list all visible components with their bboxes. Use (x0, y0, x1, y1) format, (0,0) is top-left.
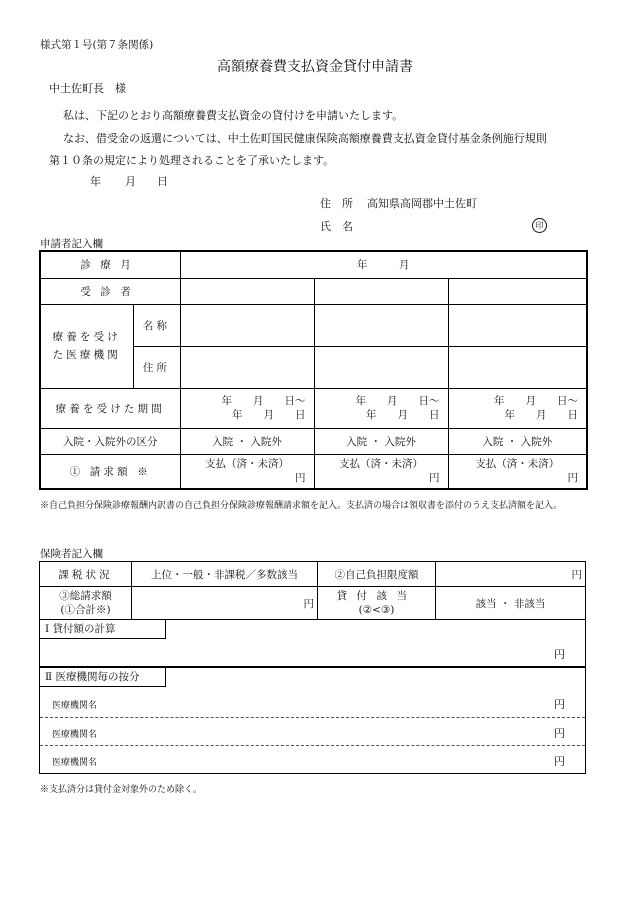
date-day: 日 (157, 175, 168, 188)
address-label: 住 所 (320, 197, 353, 210)
loan-applicable-label-line-1: 貸付該当 (336, 590, 417, 602)
claim-cell-1[interactable] (180, 454, 314, 489)
period-end: 年 月 日 (504, 409, 579, 421)
total-claim-yen[interactable]: 円 (132, 587, 318, 620)
institution-address-cell-2[interactable] (314, 346, 448, 388)
loan-applicable-label-line-2: (②<③) (358, 604, 395, 616)
treatment-month-value[interactable]: 年 月 (180, 251, 587, 278)
date-month: 月 (125, 175, 136, 188)
seal-mark: 印 (532, 218, 547, 233)
period-start: 年 月 日～ (355, 395, 440, 407)
allocation-row-1-label: 医療機関名 (52, 701, 98, 711)
insurer-table (39, 561, 586, 620)
claim-status: 支払（済・未済） (205, 458, 290, 471)
patient-cell-3[interactable] (448, 278, 587, 304)
limit-label: ②自己負担限度額 (318, 562, 436, 587)
inpatient-label: 入院・入院外の区分 (40, 428, 180, 454)
loan-calc-heading: Ⅰ 貸付額の計算 (39, 619, 166, 639)
applicant-section-heading: 申請者記入欄 (40, 238, 103, 250)
allocation-row-2-label: 医療機関名 (52, 730, 98, 740)
institution-address-label: 住所 (133, 346, 180, 388)
period-start: 年 月 日～ (221, 395, 306, 407)
period-end: 年 月 日 (232, 409, 306, 421)
allocation-box (39, 667, 586, 774)
claim-cell-2[interactable] (314, 454, 448, 489)
bottom-note: ※支払済分は貸付金対象外のため除く。 (40, 785, 202, 795)
allocation-heading: Ⅱ 医療機関毎の按分 (39, 667, 166, 687)
claim-status: 支払（済・未済） (339, 458, 424, 471)
allocation-row-3-yen[interactable]: 円 (554, 755, 565, 768)
total-claim-label-line-1: ③総請求額 (59, 590, 112, 602)
form-number: 様式第１号(第７条関係) (40, 39, 154, 51)
period-end: 年 月 日 (366, 409, 440, 421)
row-patient (40, 278, 587, 304)
period-cell-2[interactable] (314, 388, 448, 428)
applicable-value[interactable]: 該当 ・ 非該当 (436, 587, 586, 620)
tax-status-label: 課税状況 (40, 562, 132, 587)
row-total-claim (40, 587, 586, 620)
insurer-section-heading: 保険者記入欄 (40, 548, 103, 560)
addressee: 中土佐町長 様 (49, 82, 126, 95)
allocation-divider (40, 717, 585, 718)
claim-yen: 円 (295, 472, 306, 485)
date-year: 年 (90, 175, 101, 188)
total-claim-label-line-2: (①合計※) (60, 604, 111, 616)
row-claim (40, 454, 587, 489)
row-treatment-month (40, 251, 587, 278)
institution-name-cell-3[interactable] (448, 304, 587, 346)
row-institution-name (40, 304, 587, 346)
row-period (40, 388, 587, 428)
allocation-row-2-yen[interactable]: 円 (554, 727, 565, 740)
address-value: 高知県高岡郡中土佐町 (367, 197, 477, 210)
body-line-3: 第１０条の規定により処理されることを了承いたします。 (49, 154, 335, 167)
loan-applicable-label (318, 587, 436, 620)
institution-address-cell-1[interactable] (180, 346, 314, 388)
allocation-divider (40, 745, 585, 746)
claim-yen: 円 (429, 472, 440, 485)
inpatient-value-3[interactable]: 入院 ・ 入院外 (448, 428, 587, 454)
name-label: 氏 名 (320, 220, 353, 233)
institution-name-cell-2[interactable] (314, 304, 448, 346)
treatment-month-label: 診療月 (40, 251, 180, 278)
total-claim-label (40, 587, 132, 620)
period-cell-1[interactable] (180, 388, 314, 428)
institution-address-cell-3[interactable] (448, 346, 587, 388)
applicant-table (39, 250, 588, 490)
patient-label: 受診者 (40, 278, 180, 304)
period-start: 年 月 日～ (494, 395, 579, 407)
institution-name-cell-1[interactable] (180, 304, 314, 346)
period-label: 療養を受けた期間 (40, 388, 180, 428)
patient-cell-1[interactable] (180, 278, 314, 304)
claim-cell-3[interactable] (448, 454, 587, 489)
period-cell-3[interactable] (448, 388, 587, 428)
claim-label: ① 請求額 ※ (40, 454, 180, 489)
body-line-2: なお、借受金の返還については、中土佐町国民健康保険高額療養費支払資金貸付基金条例施行規則 (63, 132, 547, 145)
inpatient-value-1[interactable]: 入院 ・ 入院外 (180, 428, 314, 454)
inpatient-value-2[interactable]: 入院 ・ 入院外 (314, 428, 448, 454)
row-inpatient (40, 428, 587, 454)
institution-label: 療養を受けた医療機関 (40, 304, 133, 388)
allocation-row-1-yen[interactable]: 円 (554, 698, 565, 711)
loan-calc-box (39, 619, 586, 667)
loan-calc-yen[interactable]: 円 (554, 648, 565, 661)
row-tax-status (40, 562, 586, 587)
applicant-note: ※自己負担分保険診療報酬内訳書の自己負担分保険診療報酬請求額を記入。支払済の場合は領収書を添付のうえ支払済額を記入。 (40, 501, 563, 511)
patient-cell-2[interactable] (314, 278, 448, 304)
limit-yen[interactable]: 円 (436, 562, 586, 587)
body-line-1: 私は、下記のとおり高額療養費支払資金の貸付けを申請いたします。 (63, 109, 404, 122)
claim-status: 支払（済・未済） (475, 458, 560, 471)
claim-yen: 円 (567, 472, 579, 485)
tax-status-value[interactable]: 上位・一般・非課税／多数該当 (132, 562, 318, 587)
allocation-row-3-label: 医療機関名 (52, 758, 98, 768)
page-title: 高額療養費支払資金貸付申請書 (217, 59, 413, 75)
institution-name-label: 名称 (133, 304, 180, 346)
